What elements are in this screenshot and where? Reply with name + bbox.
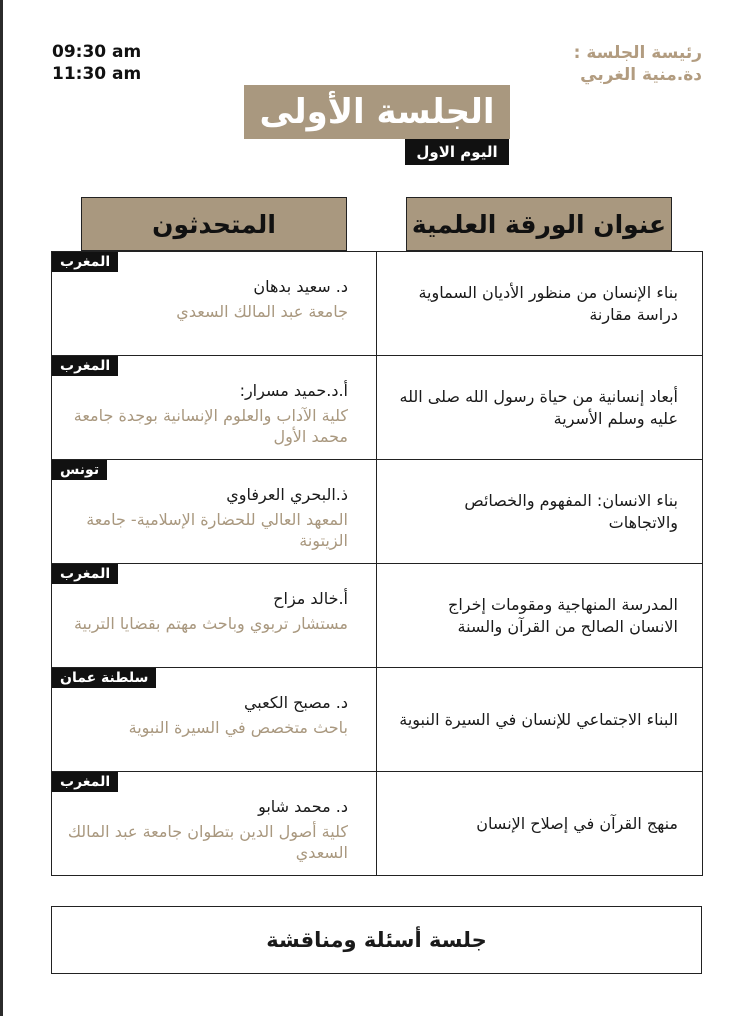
table-row (52, 252, 703, 356)
table-row (52, 356, 703, 460)
country-tag: تونس (52, 460, 107, 480)
speaker-cell (52, 772, 377, 876)
country-tag: المغرب (52, 356, 118, 376)
table-row (52, 668, 703, 772)
paper-title: منهج القرآن في إصلاح الإنسان (476, 813, 678, 833)
speaker-block (64, 692, 348, 738)
country-tag: سلطنة عمان (52, 668, 156, 688)
table-row (52, 460, 703, 564)
paper-column-header: عنوان الورقة العلمية (406, 197, 672, 251)
speaker-affiliation: المعهد العالي للحضارة الإسلامية- جامعة الزيتونة (86, 510, 348, 550)
paper-title: أبعاد إنسانية من حياة رسول الله صلى الله عليه وسلم الأسرية (399, 386, 678, 428)
speaker-block (64, 276, 348, 322)
session-chair (574, 42, 702, 86)
country-tag: المغرب (52, 564, 118, 584)
chair-name: دة.منية الغربي (580, 65, 702, 85)
end-time: 11:30 am (52, 64, 142, 84)
speaker-cell (52, 252, 377, 356)
speakers-column-header: المتحدثون (81, 197, 347, 251)
speaker-affiliation: كلية أصول الدين بتطوان جامعة عبد المالك السعدي (67, 822, 348, 862)
country-tag: المغرب (52, 772, 118, 792)
paper-cell (377, 772, 703, 876)
paper-title: المدرسة المنهاجية ومقومات إخراج الانسان الصالح من القرآن والسنة (448, 594, 678, 636)
schedule-table (51, 251, 703, 876)
speaker-name: أ.د.حميد مسرار: (239, 381, 348, 400)
speaker-block (64, 588, 348, 634)
paper-title: بناء الإنسان من منظور الأديان السماوية دراسة مقارنة (418, 282, 678, 324)
speaker-block (64, 796, 348, 863)
paper-title: بناء الانسان: المفهوم والخصائص والاتجاهات (464, 490, 678, 532)
day-label: اليوم الاول (405, 139, 509, 165)
speaker-cell (52, 356, 377, 460)
start-time: 09:30 am (52, 42, 142, 62)
speaker-affiliation: مستشار تربوي وباحث مهتم بقضايا التربية (73, 614, 348, 633)
speaker-affiliation: كلية الآداب والعلوم الإنسانية بوجدة جامعة محمد الأول (73, 406, 348, 446)
table-row (52, 564, 703, 668)
speaker-affiliation: جامعة عبد المالك السعدي (176, 302, 348, 321)
speaker-affiliation: باحث متخصص في السيرة النبوية (128, 718, 348, 737)
speaker-name: د. محمد شابو (258, 797, 348, 816)
speaker-name: د. سعيد بدهان (253, 277, 348, 296)
page-left-border (0, 0, 3, 1016)
session-title: الجلسة الأولى (244, 85, 510, 139)
speaker-name: د. مصبح الكعبي (243, 693, 348, 712)
paper-cell (377, 460, 703, 564)
paper-cell (377, 252, 703, 356)
speaker-cell (52, 564, 377, 668)
speaker-cell (52, 668, 377, 772)
paper-cell (377, 356, 703, 460)
qa-session: جلسة أسئلة ومناقشة (51, 906, 702, 974)
table-row (52, 772, 703, 876)
speaker-name: ذ.البحري العرفاوي (226, 485, 348, 504)
country-tag: المغرب (52, 252, 118, 272)
speaker-block (64, 380, 348, 447)
paper-title: البناء الاجتماعي للإنسان في السيرة النبوية (399, 709, 678, 729)
chair-label: رئيسة الجلسة : (573, 43, 702, 63)
paper-cell (377, 668, 703, 772)
speaker-name: أ.خالد مزاح (273, 589, 348, 608)
speaker-block (64, 484, 348, 551)
speaker-cell (52, 460, 377, 564)
paper-cell (377, 564, 703, 668)
